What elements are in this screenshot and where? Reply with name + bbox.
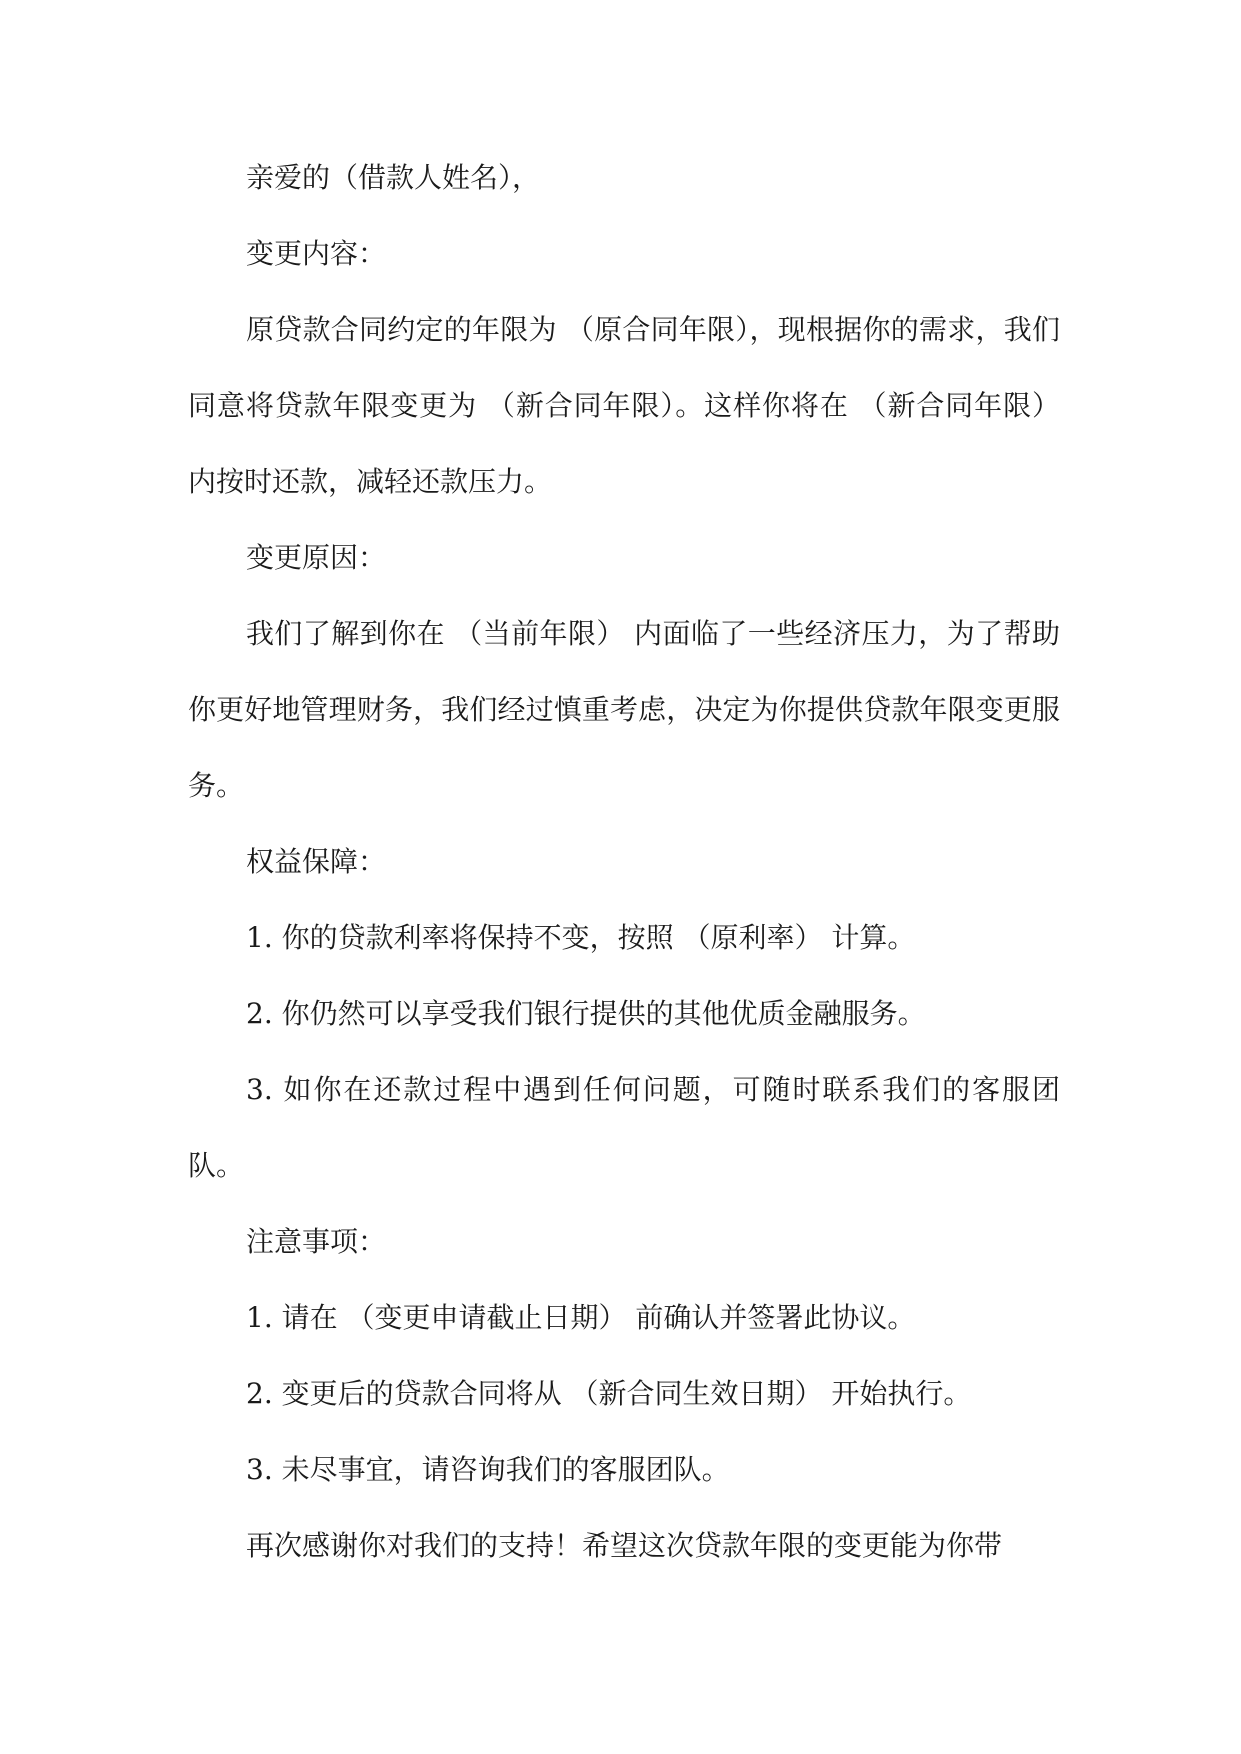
letter-page: [188, 140, 1060, 1584]
rights-item: 2. 你仍然可以享受我们银行提供的其他优质金融服务。: [246, 997, 926, 1030]
rights-item: 1. 你的贷款利率将保持不变，按照 （原利率） 计算。: [246, 921, 916, 954]
rights-heading: 权益保障：: [246, 845, 387, 878]
change-reason-body: 我们了解到你在 （当前年限） 内面临了一些经济压力，为了帮助你更好地管理财务，我们经过慎重考虑，决定为你提供贷款年限变更服务。: [188, 617, 1060, 802]
change-content-heading: 变更内容：: [246, 237, 387, 270]
change-reason-heading: 变更原因：: [246, 541, 387, 574]
notes-item: 1. 请在 （变更申请截止日期） 前确认并签署此协议。: [246, 1301, 916, 1334]
notes-item: 2. 变更后的贷款合同将从 （新合同生效日期） 开始执行。: [246, 1377, 972, 1410]
rights-item: 3. 如你在还款过程中遇到任何问题，可随时联系我们的客服团队。: [188, 1073, 1060, 1182]
notes-heading: 注意事项：: [246, 1225, 387, 1258]
greeting: 亲爱的（借款人姓名），: [246, 161, 541, 194]
closing-paragraph: 再次感谢你对我们的支持！希望这次贷款年限的变更能为你带: [246, 1529, 1003, 1562]
notes-item: 3. 未尽事宜，请咨询我们的客服团队。: [246, 1453, 730, 1486]
change-content-body: 原贷款合同约定的年限为 （原合同年限），现根据你的需求，我们同意将贷款年限变更为 （新合同年限）。这样你将在 （新合同年限） 内按时还款，减轻还款压力。: [188, 313, 1060, 498]
